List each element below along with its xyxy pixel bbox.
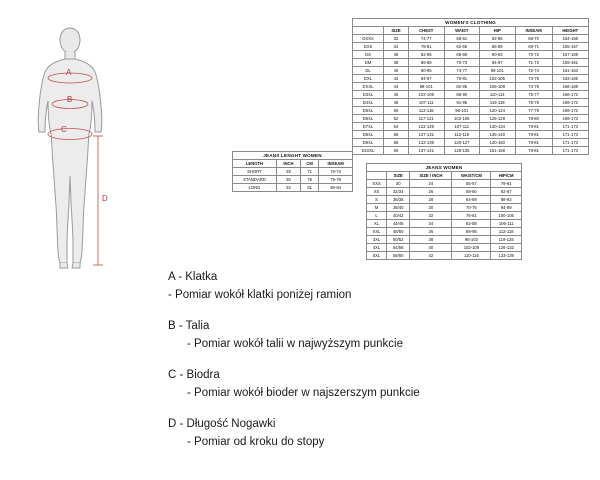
table-cell: 96-101 [444, 107, 480, 115]
table-cell: 70-73 [444, 59, 480, 67]
table-cell: 130-134 [480, 123, 516, 131]
table-cell: 70-75 [452, 204, 491, 212]
table-cell: 76 [301, 176, 319, 184]
table-cell: 72-74 [515, 67, 552, 75]
table-row [353, 35, 589, 43]
table-cell: 86-89 [480, 43, 516, 51]
legend-item-description: - Pomiar wokół bioder w najszerszym punkcie [187, 387, 420, 399]
table-cell: SHORT [233, 168, 277, 176]
table-cell: 94-99 [491, 204, 522, 212]
jeans-women-table-body [367, 164, 522, 260]
table-cell: 62-65 [444, 43, 480, 51]
table-cell: 48 [384, 99, 409, 107]
table-cell: 169-173 [552, 115, 588, 123]
table-cell: STANDARD [233, 176, 277, 184]
table-cell: 151-158 [480, 147, 516, 155]
table-cell: 71 [301, 168, 319, 176]
table-cell: 79-81 [515, 147, 552, 155]
table-cell: 159-161 [552, 59, 588, 67]
table-row [233, 168, 353, 176]
table-cell: 4XL [367, 244, 387, 252]
table-header-row [367, 172, 522, 180]
table-row [353, 43, 589, 51]
table-title-row [367, 164, 522, 172]
table-cell: 75-77 [515, 91, 552, 99]
table-cell: 32 [384, 35, 409, 43]
table-cell: 64-69 [452, 196, 491, 204]
table-cell: 36 [384, 51, 409, 59]
table-header-cell: WAIST/CM [452, 172, 491, 180]
table-row [367, 244, 522, 252]
table-cell: 94-97 [480, 59, 516, 67]
figure-label-d: D [102, 194, 108, 203]
table-cell: 115-119 [480, 99, 516, 107]
legend-item-key: B - Talia [168, 320, 210, 332]
table-cell: 119-125 [491, 236, 522, 244]
table-cell: 128-135 [444, 147, 480, 155]
legend-item-description: - Pomiar wokół klatki poniżej ramion [168, 289, 352, 301]
table-cell: 120-127 [444, 139, 480, 147]
female-body-diagram [10, 22, 160, 272]
table-cell: 169-172 [552, 107, 588, 115]
table-cell: 89-95 [452, 228, 491, 236]
table-row [367, 228, 522, 236]
table-cell: 122-126 [408, 123, 444, 131]
table-row [353, 75, 589, 83]
jeans-length-table-body [233, 152, 353, 192]
table-cell: 106-109 [480, 83, 516, 91]
table-title: JEANS WOMEN [367, 164, 522, 172]
table-cell: 68-70 [515, 35, 552, 43]
legend-item [168, 317, 588, 353]
table-row [353, 51, 589, 59]
table-cell: D9XL [353, 139, 384, 147]
table-cell: 154-156 [552, 35, 588, 43]
table-cell: 56 [384, 131, 409, 139]
table-cell: 32/34 [387, 188, 410, 196]
table-cell: 30 [410, 204, 452, 212]
table-row [353, 139, 589, 147]
table-cell: XXL [367, 228, 387, 236]
table-row [367, 196, 522, 204]
table-row [353, 147, 589, 155]
table-header-cell: WAIST [444, 27, 480, 35]
table-cell: 32 [410, 212, 452, 220]
table-cell: 34 [384, 43, 409, 51]
table-cell: 77-79 [515, 107, 552, 115]
table-cell: 28 [276, 168, 300, 176]
table-row [233, 176, 353, 184]
table-row [353, 59, 589, 67]
table-cell: 94-97 [408, 75, 444, 83]
table-cell: 32 [276, 184, 300, 192]
table-row [367, 236, 522, 244]
table-cell: 107-111 [408, 99, 444, 107]
figure-label-a: A [66, 68, 72, 77]
table-row [353, 131, 589, 139]
table-cell: S [367, 196, 387, 204]
table-cell: 140-150 [480, 139, 516, 147]
table-cell: 157-159 [552, 51, 588, 59]
table-cell: 120-124 [480, 107, 516, 115]
table-cell: 127-131 [408, 131, 444, 139]
table-cell: 82-88 [452, 220, 491, 228]
table-cell: 44 [384, 83, 409, 91]
table-cell: 166-169 [552, 83, 588, 91]
table-cell: 58-61 [444, 35, 480, 43]
table-cell: 132-136 [408, 139, 444, 147]
table-header-cell: SIZE / INCH [410, 172, 452, 180]
table-cell: 117-121 [408, 115, 444, 123]
table-header-cell: SIZE [384, 27, 409, 35]
table-cell: 90-93 [480, 51, 516, 59]
table-row [367, 220, 522, 228]
table-cell: 42 [384, 75, 409, 83]
table-cell: 74-77 [444, 67, 480, 75]
table-cell: 26 [410, 188, 452, 196]
table-cell: 169-172 [552, 99, 588, 107]
table-cell: 78-81 [444, 75, 480, 83]
table-cell: 52 [384, 115, 409, 123]
table-cell: DL [353, 67, 384, 75]
table-cell: 30 [387, 180, 410, 188]
table-cell: 55-57 [452, 180, 491, 188]
table-row [233, 184, 353, 192]
womens-clothing-size-table [352, 18, 589, 155]
table-cell: 36/38 [387, 196, 410, 204]
jeans-women-size-table [366, 163, 522, 260]
legend-item-key: A - Klatka [168, 271, 218, 283]
table-header-cell [367, 172, 387, 180]
table-row [367, 180, 522, 188]
table-header-cell: HEIGHT [552, 27, 588, 35]
table-cell: 76-78 [515, 99, 552, 107]
table-cell: 75-79 [319, 176, 353, 184]
table-cell: DM [353, 59, 384, 67]
table-title-row [353, 19, 589, 27]
table-row [353, 99, 589, 107]
table-cell: 66-69 [444, 51, 480, 59]
womens-clothing-table-body [353, 19, 589, 155]
table-cell: D5XL [353, 107, 384, 115]
table-header-cell [353, 27, 384, 35]
table-cell: M [367, 204, 387, 212]
table-cell: DXL [353, 75, 384, 83]
table-cell: 112-119 [444, 131, 480, 139]
table-cell: 88-93 [491, 196, 522, 204]
table-cell: 78-81 [408, 43, 444, 51]
table-cell: 98-101 [480, 67, 516, 75]
table-cell: 133-139 [491, 252, 522, 260]
table-cell: 171-173 [552, 147, 588, 155]
table-cell: DS [353, 51, 384, 59]
table-cell: 106-111 [491, 220, 522, 228]
table-cell: 60 [384, 147, 409, 155]
table-row [353, 115, 589, 123]
table-cell: 102-106 [408, 91, 444, 99]
table-row [353, 83, 589, 91]
table-cell: 38/40 [387, 204, 410, 212]
table-cell: 58 [384, 139, 409, 147]
table-cell: DXXL [353, 83, 384, 91]
table-cell: 86-89 [408, 59, 444, 67]
table-cell: 90-95 [408, 67, 444, 75]
table-row [367, 204, 522, 212]
table-title-row [233, 152, 353, 160]
table-cell: 58/60 [387, 252, 410, 260]
legend-item [168, 268, 588, 304]
table-header-row [233, 160, 353, 168]
table-cell: 98-101 [408, 83, 444, 91]
table-cell: 171-173 [552, 123, 588, 131]
table-cell: 125-129 [480, 115, 516, 123]
table-cell: 102-105 [480, 75, 516, 83]
legend-item-key: C - Biodra [168, 369, 220, 381]
table-cell: 5XL [367, 252, 387, 260]
table-cell: 40/42 [387, 212, 410, 220]
table-row [353, 123, 589, 131]
table-cell: 82-85 [408, 51, 444, 59]
table-cell: 171-173 [552, 131, 588, 139]
table-header-cell: SIZE [387, 172, 410, 180]
table-cell: D10XL [353, 147, 384, 155]
table-cell: 135-140 [480, 131, 516, 139]
table-cell: 96-102 [452, 236, 491, 244]
table-cell: 70-72 [515, 51, 552, 59]
table-cell: LONG [233, 184, 277, 192]
table-cell: 73-75 [515, 75, 552, 83]
legend-item [168, 366, 588, 402]
table-row [353, 107, 589, 115]
table-cell: 100-105 [491, 212, 522, 220]
table-cell: 44/46 [387, 220, 410, 228]
table-header-cell: HIP/CM [491, 172, 522, 180]
table-header-cell: CM [301, 160, 319, 168]
table-cell: 74-77 [408, 35, 444, 43]
table-cell: 40 [410, 244, 452, 252]
table-cell: D8XL [353, 131, 384, 139]
table-cell: 82-87 [491, 188, 522, 196]
table-cell: D4XL [353, 99, 384, 107]
legend-item-description: - Pomiar wokół talii w najwyższym punkcie [187, 338, 404, 350]
table-header-cell: HIP [480, 27, 516, 35]
table-cell: XS [367, 188, 387, 196]
table-cell: 54/56 [387, 244, 410, 252]
table-header-cell: INCH [276, 160, 300, 168]
table-title: WOMEN'S CLOTHING [353, 19, 589, 27]
table-cell: 81 [301, 184, 319, 192]
table-cell: 107-111 [444, 123, 480, 131]
table-cell: 71-73 [515, 59, 552, 67]
table-title: JEANS LENGHT WOMEN [233, 152, 353, 160]
table-cell: 79-81 [515, 123, 552, 131]
table-header-row [353, 27, 589, 35]
table-cell: 46 [384, 91, 409, 99]
table-cell: 28 [410, 196, 452, 204]
table-cell: 78-80 [515, 115, 552, 123]
table-header-cell: LENGTH [233, 160, 277, 168]
table-cell: 102-106 [444, 115, 480, 123]
legend-item [168, 415, 588, 451]
table-cell: 79-81 [491, 180, 522, 188]
table-cell: DXXS [353, 35, 384, 43]
table-cell: D7XL [353, 123, 384, 131]
table-cell: 155-157 [552, 43, 588, 51]
table-cell: 91-95 [444, 99, 480, 107]
table-row [353, 67, 589, 75]
table-cell: 38 [384, 59, 409, 67]
table-cell: 54 [384, 123, 409, 131]
table-cell: 36 [410, 228, 452, 236]
measurement-legend [168, 268, 588, 464]
table-cell: 171-173 [552, 139, 588, 147]
jeans-length-size-table [232, 151, 353, 192]
table-row [367, 188, 522, 196]
table-cell: 42 [410, 252, 452, 260]
figure-label-c: C [61, 125, 67, 134]
table-cell: L [367, 212, 387, 220]
table-cell: 110-116 [452, 252, 491, 260]
table-row [367, 252, 522, 260]
table-cell: 74-76 [515, 83, 552, 91]
figure-label-b: B [67, 95, 73, 104]
legend-item-description: - Pomiar od kroku do stopy [187, 436, 325, 448]
table-cell: 50/52 [387, 236, 410, 244]
table-cell: 34 [410, 220, 452, 228]
table-cell: 50 [384, 107, 409, 115]
table-header-cell: INSEAM [515, 27, 552, 35]
table-cell: 76-81 [452, 212, 491, 220]
table-cell: 112-118 [491, 228, 522, 236]
table-cell: 48/50 [387, 228, 410, 236]
table-header-cell: INSEAM [319, 160, 353, 168]
table-cell: 163-165 [552, 75, 588, 83]
table-cell: 137-141 [408, 147, 444, 155]
table-cell: D3XL [353, 91, 384, 99]
table-cell: 79-81 [515, 131, 552, 139]
table-cell: XL [367, 220, 387, 228]
table-cell: 40 [384, 67, 409, 75]
table-cell: 58-60 [452, 188, 491, 196]
table-cell: 166-172 [552, 91, 588, 99]
table-cell: 82-85 [480, 35, 516, 43]
table-cell: 112-116 [408, 107, 444, 115]
table-cell: 70-74 [319, 168, 353, 176]
table-cell: XXS [367, 180, 387, 188]
legend-item-key: D - Długość Nogawki [168, 418, 276, 430]
table-cell: 30 [276, 176, 300, 184]
table-cell: 126-132 [491, 244, 522, 252]
table-cell: 79-81 [515, 139, 552, 147]
table-cell: 24 [410, 180, 452, 188]
table-cell: 161-163 [552, 67, 588, 75]
table-cell: 3XL [367, 236, 387, 244]
table-cell: D6XL [353, 115, 384, 123]
table-cell: 38 [410, 236, 452, 244]
table-cell: 86-90 [444, 91, 480, 99]
table-row [353, 91, 589, 99]
table-cell: 82-85 [444, 83, 480, 91]
table-cell: 103-109 [452, 244, 491, 252]
table-header-cell: CHEST [408, 27, 444, 35]
table-cell: 69-71 [515, 43, 552, 51]
table-cell: 80-84 [319, 184, 353, 192]
table-cell: DXS [353, 43, 384, 51]
body-measurement-figure [10, 22, 160, 272]
table-cell: 110-114 [480, 91, 516, 99]
table-row [367, 212, 522, 220]
